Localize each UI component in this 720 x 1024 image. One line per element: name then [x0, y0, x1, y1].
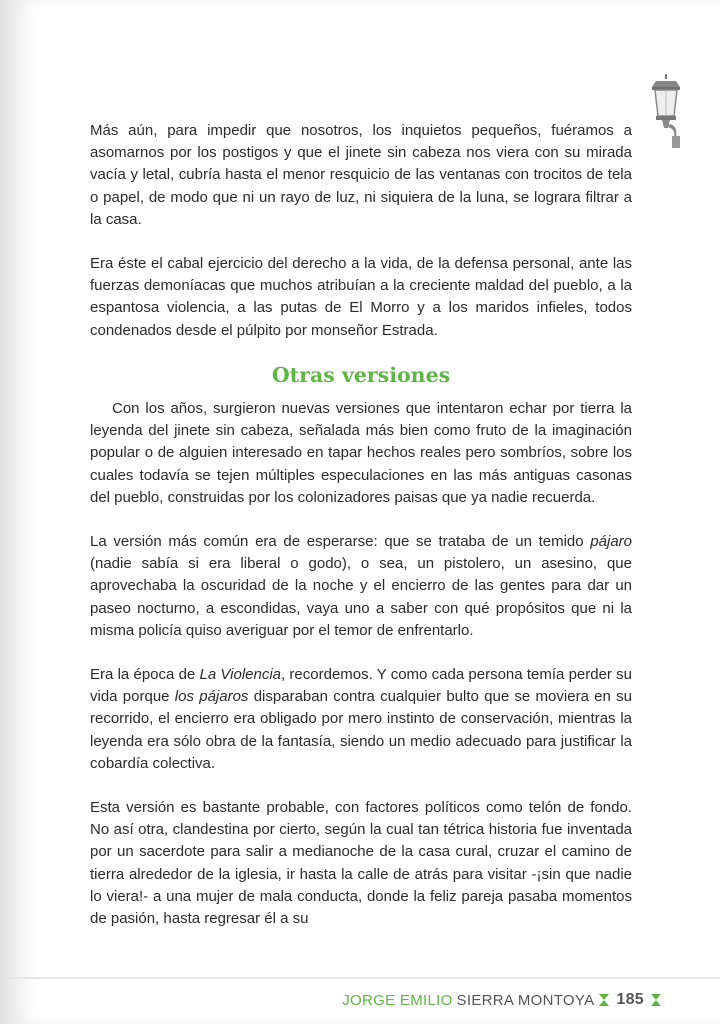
- paragraph-5-text: disparaban contra cualquier bulto que se moviera en su recorrido, el encierro era obligado por mero instinto de conservación, mientras la leyenda era sólo obra de la fantasía, siendo un medio adecuado para justificar la cobardía colectiva.: [90, 688, 632, 772]
- page-number-ornament-icon: [598, 993, 610, 1007]
- italic-term: La Violencia: [199, 666, 282, 684]
- paragraph-3: Con los años, surgieron nuevas versiones que intentaron echar por tierra la leyenda del jinete sin cabeza, señalada más bien como fruto de la imaginación popular o de alguien interesado en tapar hechos reales pero sombríos, sobre los cuales todavía se tejen múltiples especulaciones en las más antiguas casonas del pueblo, construidas por los colonizadores paisas que ya nadie recuerda.: [90, 400, 632, 506]
- paragraph-1: Más aún, para impedir que nosotros, los inquietos pequeños, fuéramos a asomarnos por los postigos y que el jinete sin cabeza nos viera con su mirada vacía y letal, cubría hasta el menor resquicio de las ventanas con trocitos de tela o papel, de modo que ni un rayo de luz, ni siquiera de la luna, se lograra filtrar a la casa.: [90, 122, 632, 228]
- page-number-ornament-icon: [650, 993, 662, 1007]
- page-footer: [342, 989, 662, 1011]
- footer-divider: [0, 977, 720, 979]
- paragraph-5-text: , recordemos. Y como cada persona temía perder su vida porque: [90, 666, 633, 706]
- paragraph-4-text: (nadie sabía si era liberal o godo), o sea, un pistolero, un asesino, que aprovechaba la oscuridad de la noche y el encierro de las gentes para dar un paseo nocturno, a escondidas, vaya uno a saber con qué propósitos que ni la misma policía quiso averiguar por el temor de enfrentarlo.: [90, 555, 632, 639]
- paragraph-4: [90, 531, 632, 642]
- page-number: 185: [616, 991, 644, 1008]
- paragraph-5-text: Era la época de: [90, 666, 200, 684]
- section-heading: Otras versiones: [271, 362, 451, 387]
- author-first-name: JORGE EMILIO: [342, 991, 453, 1009]
- page-body: [90, 120, 632, 952]
- italic-term: los pájaros: [174, 688, 249, 706]
- paragraph-5: [90, 664, 632, 775]
- italic-term: pájaro: [590, 533, 632, 551]
- paragraph-2: Era éste el cabal ejercicio del derecho a la vida, de la defensa personal, ante las fuerzas demoníacas que muchos atribuían a la creciente maldad del pueblo, a la espantosa violencia, a las putas de El Morro y a los maridos infieles, todos condenados desde el púlpito por monseñor Estrada.: [90, 255, 632, 339]
- street-lamp-icon: [646, 72, 686, 152]
- author-last-name: SIERRA MONTOYA: [456, 991, 595, 1009]
- paragraph-4-text: La versión más común era de esperarse: que se trataba de un temido: [90, 533, 591, 551]
- paragraph-6: Esta versión es bastante probable, con factores políticos como telón de fondo. No así otra, clandestina por cierto, según la cual tan tétrica historia fue inventada por un sacerdote para salir a medianoche de la casa cural, cruzar el camino de tierra alrededor de la iglesia, ir hasta la calle de atrás para visitar -¡sin que nadie lo viera!- a una mujer de mala conducta, donde la feliz pareja pasaba momentos de pasión, hasta regresar él a su: [90, 799, 632, 928]
